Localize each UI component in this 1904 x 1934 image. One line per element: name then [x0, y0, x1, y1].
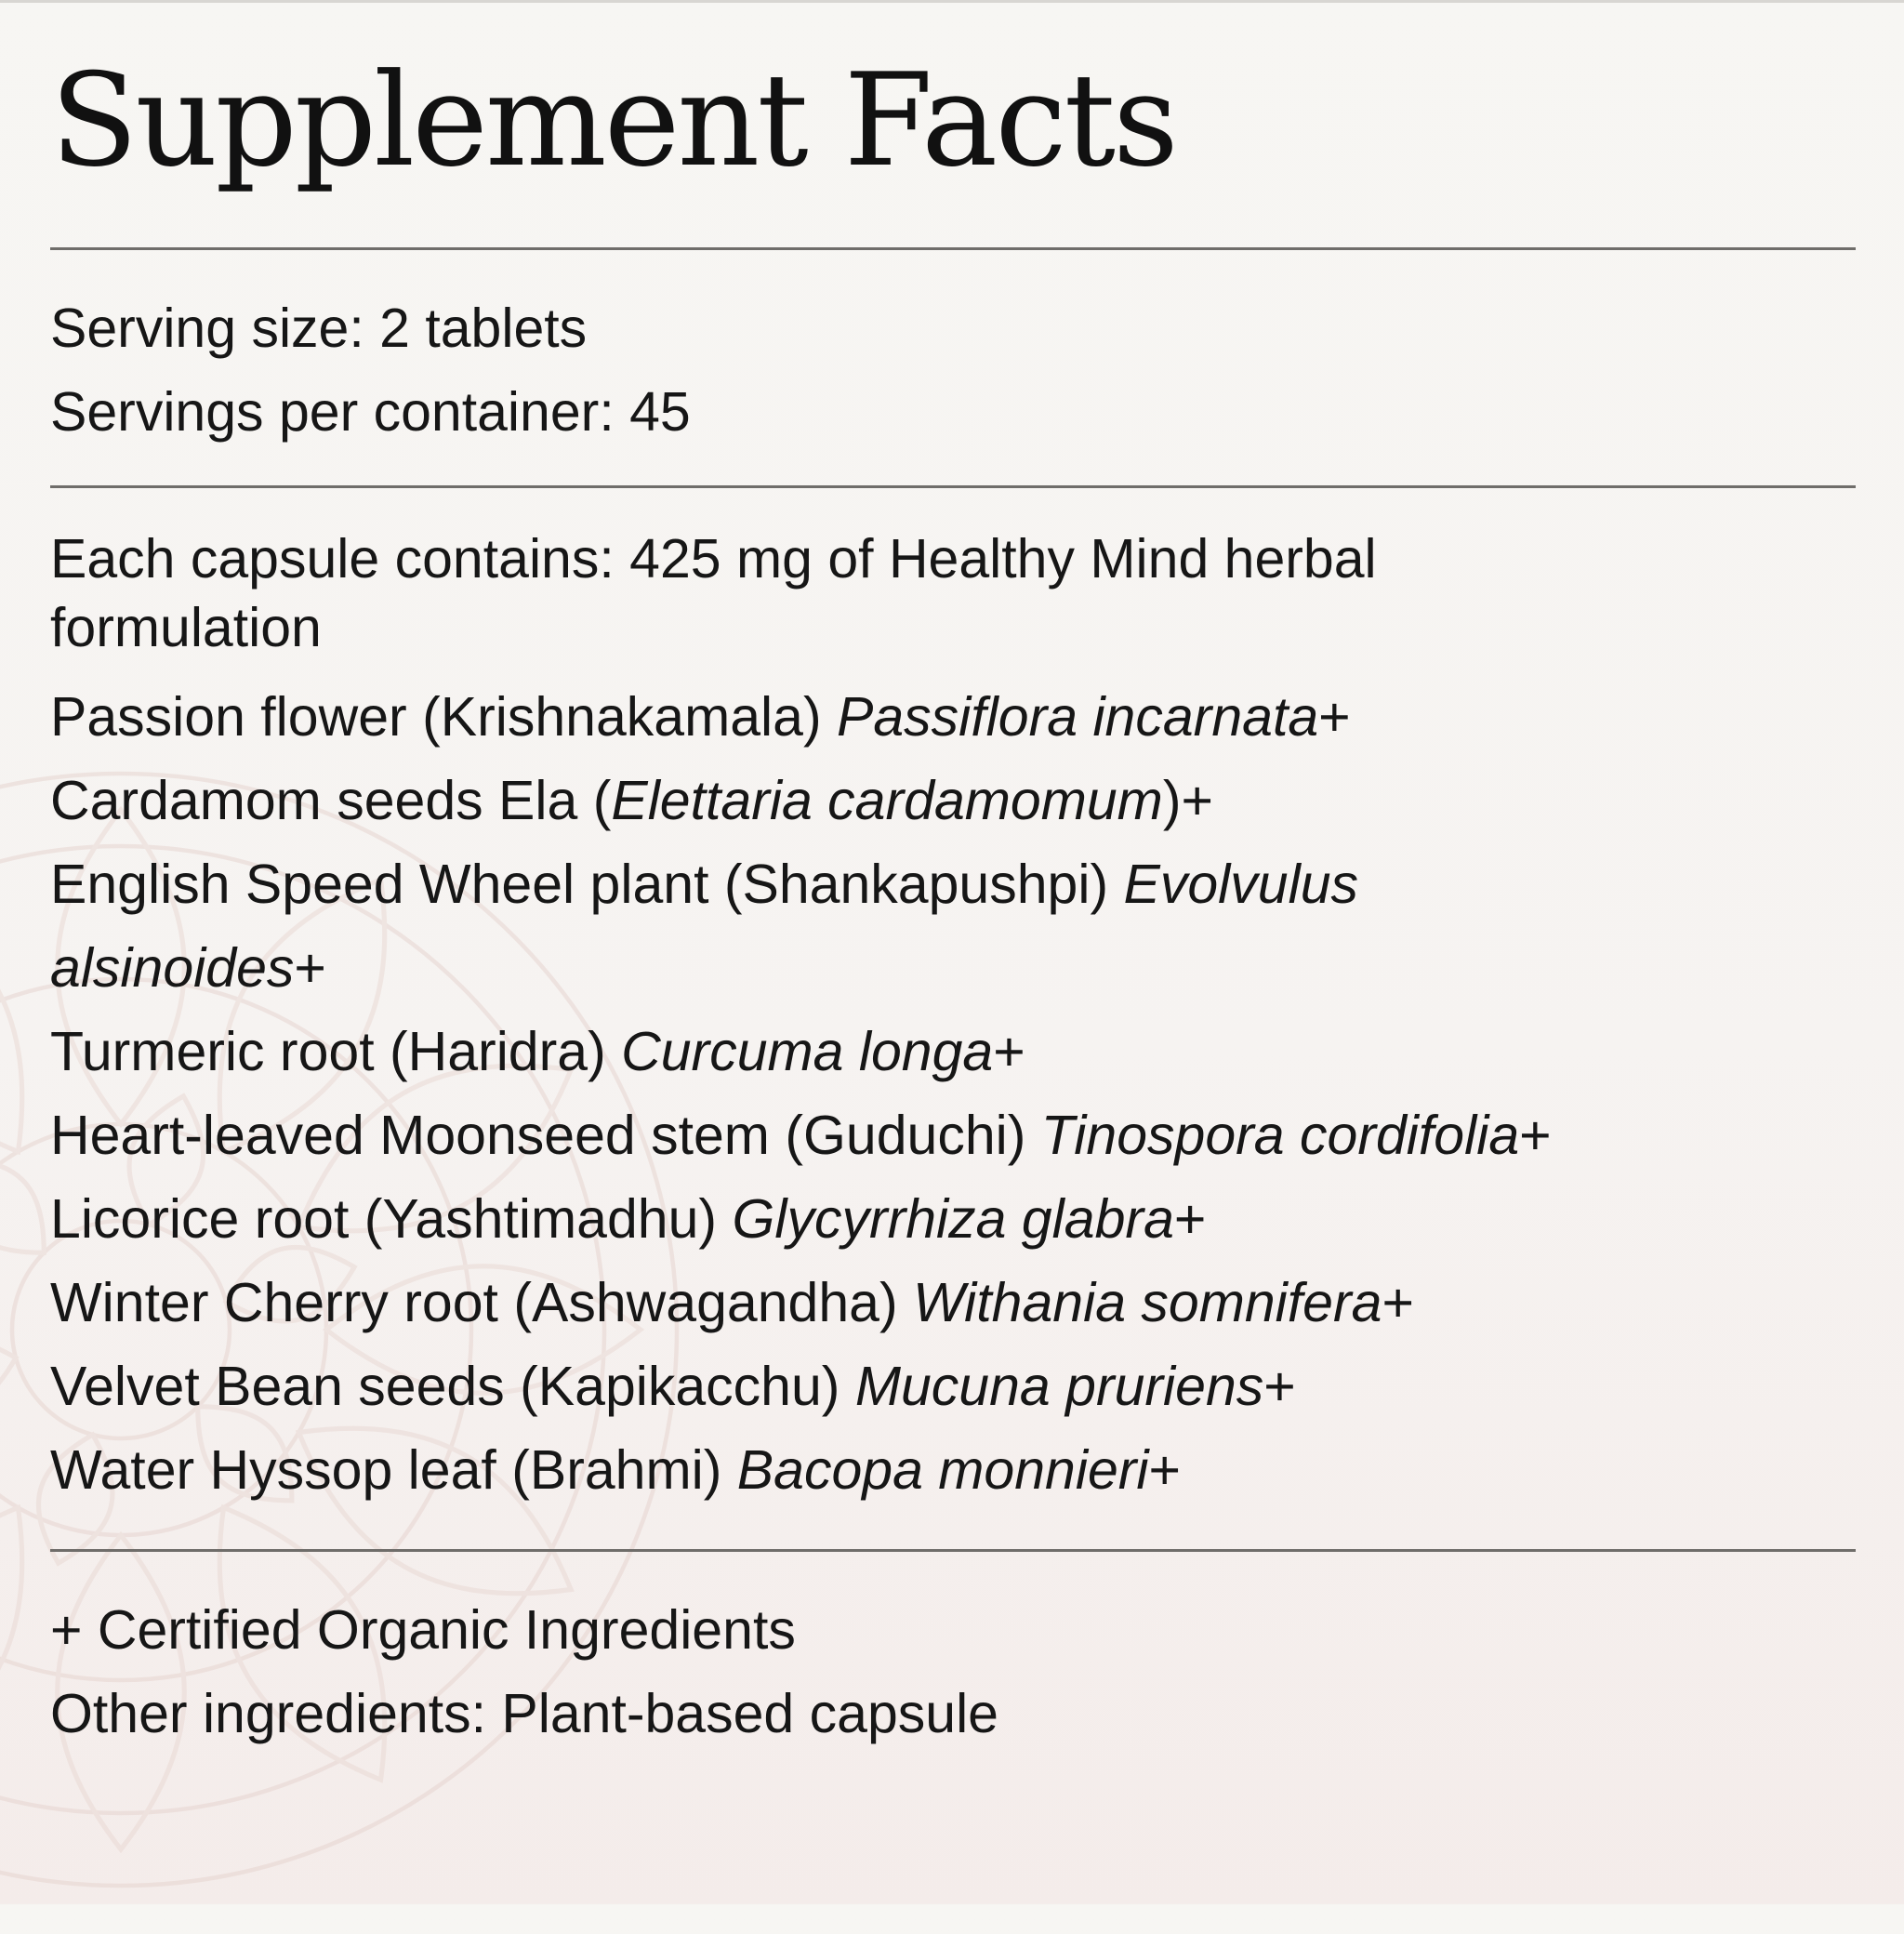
ingredient-item: Licorice root (Yashtimadhu) Glycyrrhiza glabra+	[50, 1188, 1207, 1250]
ingredient-item: Turmeric root (Haridra) Curcuma longa+	[50, 1021, 1025, 1082]
latin-name: Withania somnifera	[912, 1272, 1382, 1333]
latin-name: Passiflora incarnata	[837, 686, 1319, 748]
page-title: Supplement Facts	[50, 46, 1176, 195]
contains-line-1: Each capsule contains: 425 mg of Healthy Mind herbal	[50, 528, 1377, 589]
latin-name: Curcuma longa	[621, 1021, 994, 1082]
ingredient-item: Cardamom seeds Ela (Elettaria cardamomum)+	[50, 770, 1213, 831]
ingredient-item: English Speed Wheel plant (Shankapushpi) Evolvulus	[50, 854, 1359, 915]
divider-serving	[50, 485, 1856, 488]
ingredient-item: Winter Cherry root (Ashwagandha) Withania somnifera+	[50, 1272, 1414, 1333]
ingredient-list	[50, 675, 1779, 1512]
ingredient-item: Velvet Bean seeds (Kapikacchu) Mucuna pruriens+	[50, 1356, 1296, 1417]
ingredient-item: Heart-leaved Moonseed stem (Guduchi) Tinospora cordifolia+	[50, 1105, 1552, 1166]
serving-size: Serving size: 2 tablets	[50, 298, 588, 359]
organic-note: + Certified Organic Ingredients	[50, 1599, 796, 1661]
capsule-contents	[50, 524, 1779, 662]
latin-name: alsinoides	[50, 937, 295, 999]
latin-name: Bacopa monnieri	[736, 1439, 1149, 1501]
latin-name: Evolvulus	[1123, 854, 1359, 915]
latin-name: Glycyrrhiza glabra	[732, 1188, 1174, 1250]
footer-notes	[50, 1588, 1779, 1755]
latin-name: Tinospora cordifolia	[1040, 1105, 1520, 1166]
servings-per-container: Servings per container: 45	[50, 381, 691, 443]
other-ingredients: Other ingredients: Plant-based capsule	[50, 1683, 998, 1744]
contains-line-2: formulation	[50, 597, 322, 658]
latin-name: Mucuna pruriens	[854, 1356, 1264, 1417]
serving-info	[50, 286, 1779, 454]
divider-ingredients	[50, 1549, 1856, 1552]
latin-name: Elettaria cardamomum	[611, 770, 1163, 831]
divider-title	[50, 247, 1856, 250]
ingredient-item: Water Hyssop leaf (Brahmi) Bacopa monnieri+	[50, 1439, 1182, 1501]
ingredient-item: Passion flower (Krishnakamala) Passiflora incarnata+	[50, 686, 1351, 748]
top-border	[0, 0, 1904, 3]
ingredient-item: alsinoides+	[50, 937, 326, 999]
